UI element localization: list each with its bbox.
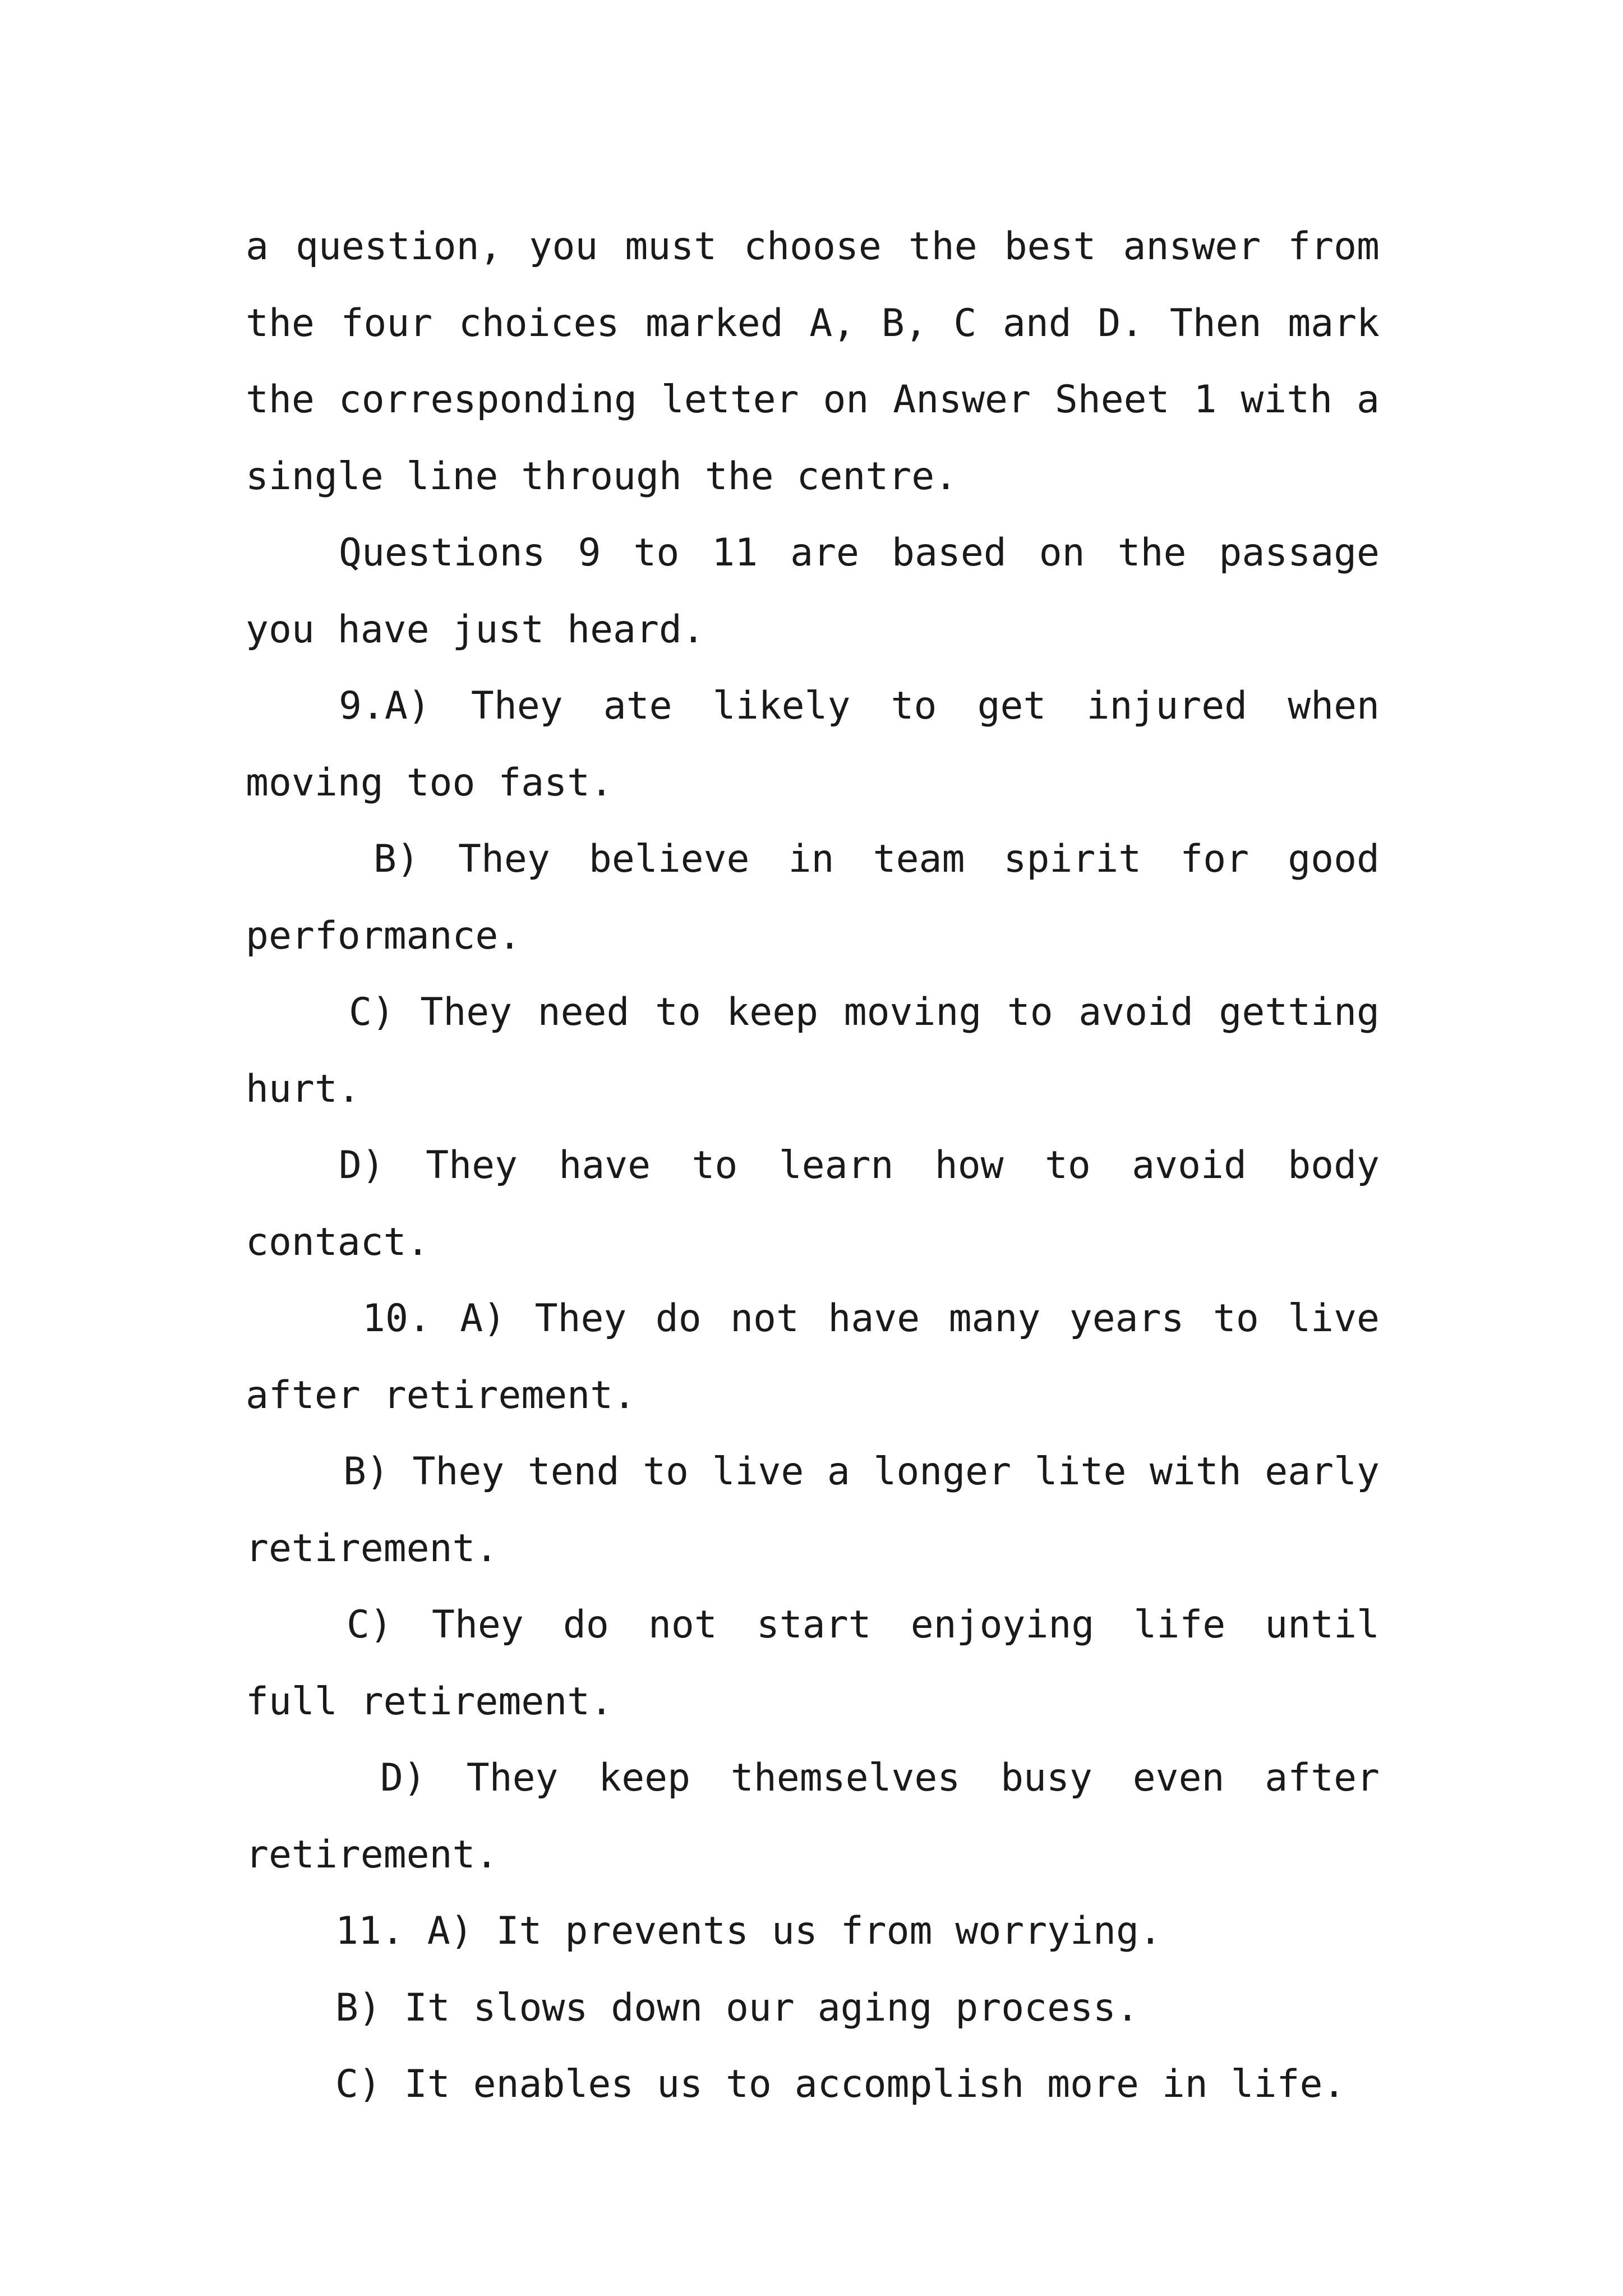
question-11-option-b: B) It slows down our aging process.	[335, 1985, 1139, 2030]
document-body	[246, 209, 1380, 2123]
question-9-option-d: D) They have to learn how to avoid body contact.	[246, 1143, 1380, 1264]
question-10-option-a	[246, 1281, 1380, 1434]
question-10-option-c: C) They do not start enjoying life until full retirement.	[246, 1603, 1380, 1724]
question-11	[246, 1893, 1380, 2123]
question-11-option-a	[246, 1893, 1380, 1970]
intro-paragraph: a question, you must choose the best answer from the four choices marked A, B, C and D. Then mark the corresponding letter on Answer Sheet 1 with a single line through the centre.	[246, 224, 1380, 499]
question-11-option-a-text: A) It prevents us from worrying.	[427, 1909, 1162, 1953]
question-9-option-c: C) They need to keep moving to avoid getting hurt.	[246, 990, 1380, 1111]
passage-note: Questions 9 to 11 are based on the passage you have just heard.	[246, 531, 1380, 652]
question-9	[246, 668, 1380, 1281]
question-11-number: 11.	[335, 1909, 404, 1953]
question-9-option-a	[246, 668, 1380, 821]
question-9-option-a-text: A) They ate likely to get injured when moving too fast.	[246, 684, 1380, 805]
question-11-option-c: C) It enables us to accomplish more in life.	[335, 2062, 1346, 2106]
question-9-option-b: B) They believe in team spirit for good performance.	[246, 837, 1380, 958]
question-10-option-a-text: A) They do not have many years to live after retirement.	[246, 1296, 1380, 1418]
question-10	[246, 1281, 1380, 1893]
question-10-option-d: D) They keep themselves busy even after retirement.	[246, 1756, 1380, 1877]
question-10-option-b: B) They tend to live a longer lite with early retirement.	[246, 1450, 1380, 1571]
question-10-number: 10.	[362, 1296, 431, 1341]
question-9-number: 9.	[339, 684, 385, 728]
